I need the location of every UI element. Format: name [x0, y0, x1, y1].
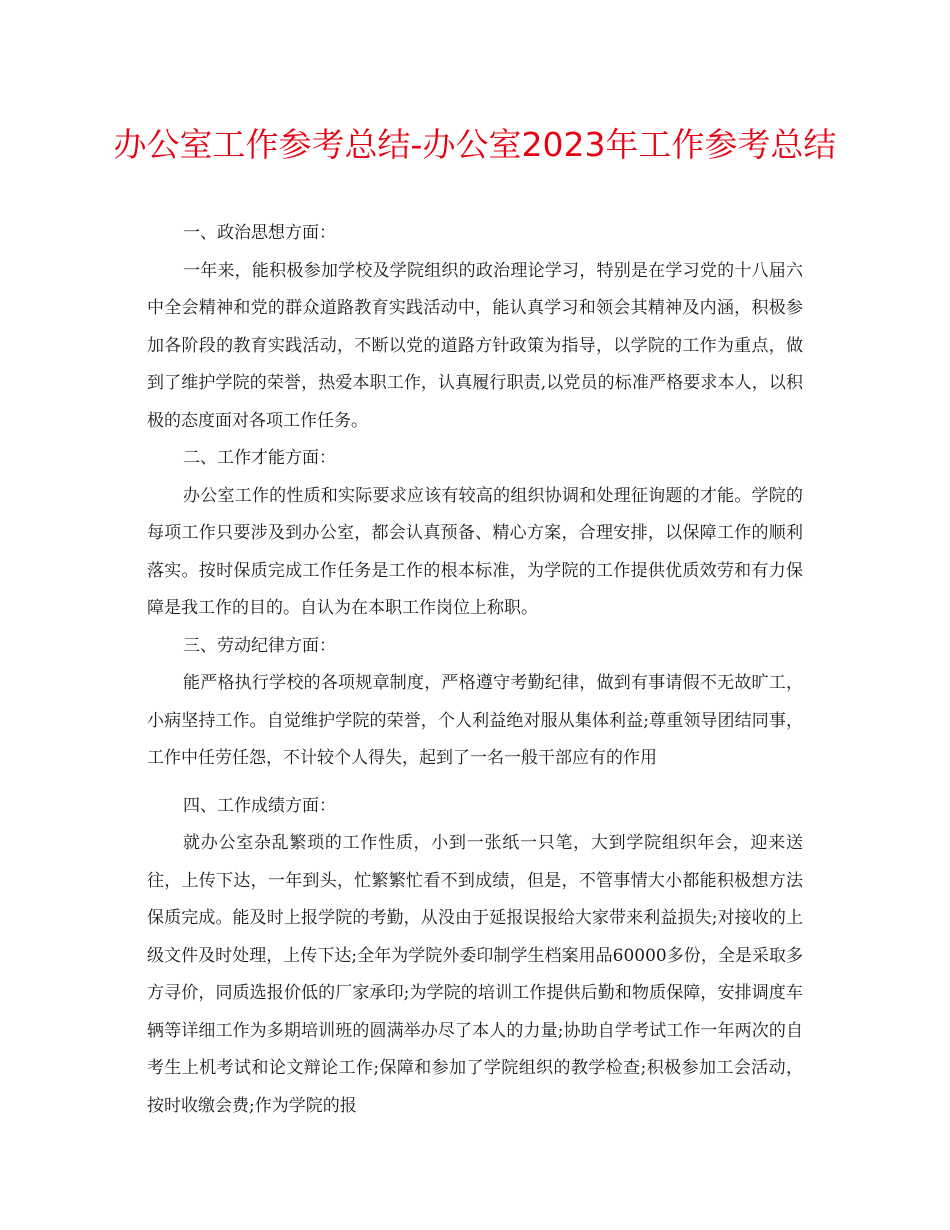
- section-heading: 一、政治思想方面：: [183, 223, 336, 243]
- section-heading: 三、劳动纪律方面：: [183, 635, 336, 656]
- section-heading: 二、工作才能方面：: [183, 448, 336, 468]
- section-paragraph: 就办公室杂乱繁琐的工作性质，小到一张纸一只笔，大到学院组织年会，迎来送往，上传下达，一年到头，忙繁繁忙看不到成绩，但是，不管事情大小都能积极想方法保质完成。能及时上报学院的考勤，从没由于延报误报给大家带来利益损失;对接收的上级文件及时处理，上传下达;全年为学院外委印制学生档案用品60000多份，全是采取多方寻价，同质选报价低的厂家承印;为学院的培训工作提供后勤和物质保障，安排调度车辆等详细工作为多期培训班的圆满举办尽了本人的力量;协助自学考试工作一年两次的自考生上机考试和论文辩论工作;保障和参加了学院组织的教学检查;积极参加工会活动，按时收缴会费;作为学院的报: [147, 833, 803, 1116]
- section-paragraph: 一年来，能积极参加学校及学院组织的政治理论学习，特别是在学习党的十八届六中全会精神和党的群众道路教育实践活动中，能认真学习和领会其精神及内涵，积极参加各阶段的教育实践活动，不断以党的道路方针政策为指导，以学院的工作为重点，做到了维护学院的荣誉，热爱本职工作，认真履行职责,以党员的标准严格要求本人，以积极的态度面对各项工作任务。: [147, 260, 803, 431]
- section-paragraph: 办公室工作的性质和实际要求应该有较高的组织协调和处理征询题的才能。学院的每项工作只要涉及到办公室，都会认真预备、精心方案，合理安排，以保障工作的顺利落实。按时保质完成工作任务是工作的根本标准，为学院的工作提供优质效劳和有力保障是我工作的目的。自认为在本职工作岗位上称职。: [147, 485, 803, 618]
- section-heading: 四、工作成绩方面：: [183, 795, 336, 816]
- document-body: [147, 215, 803, 1125]
- section-paragraph: 能严格执行学校的各项规章制度，严格遵守考勤纪律，做到有事请假不无故旷工，小病坚持工作。自觉维护学院的荣誉，个人利益绝对服从集体利益;尊重领导团结同事，工作中任劳任怨，不计较个人得失，起到了一名一般干部应有的作用: [147, 673, 803, 768]
- document-title: 办公室工作参考总结-办公室2023年工作参考总结: [113, 125, 837, 164]
